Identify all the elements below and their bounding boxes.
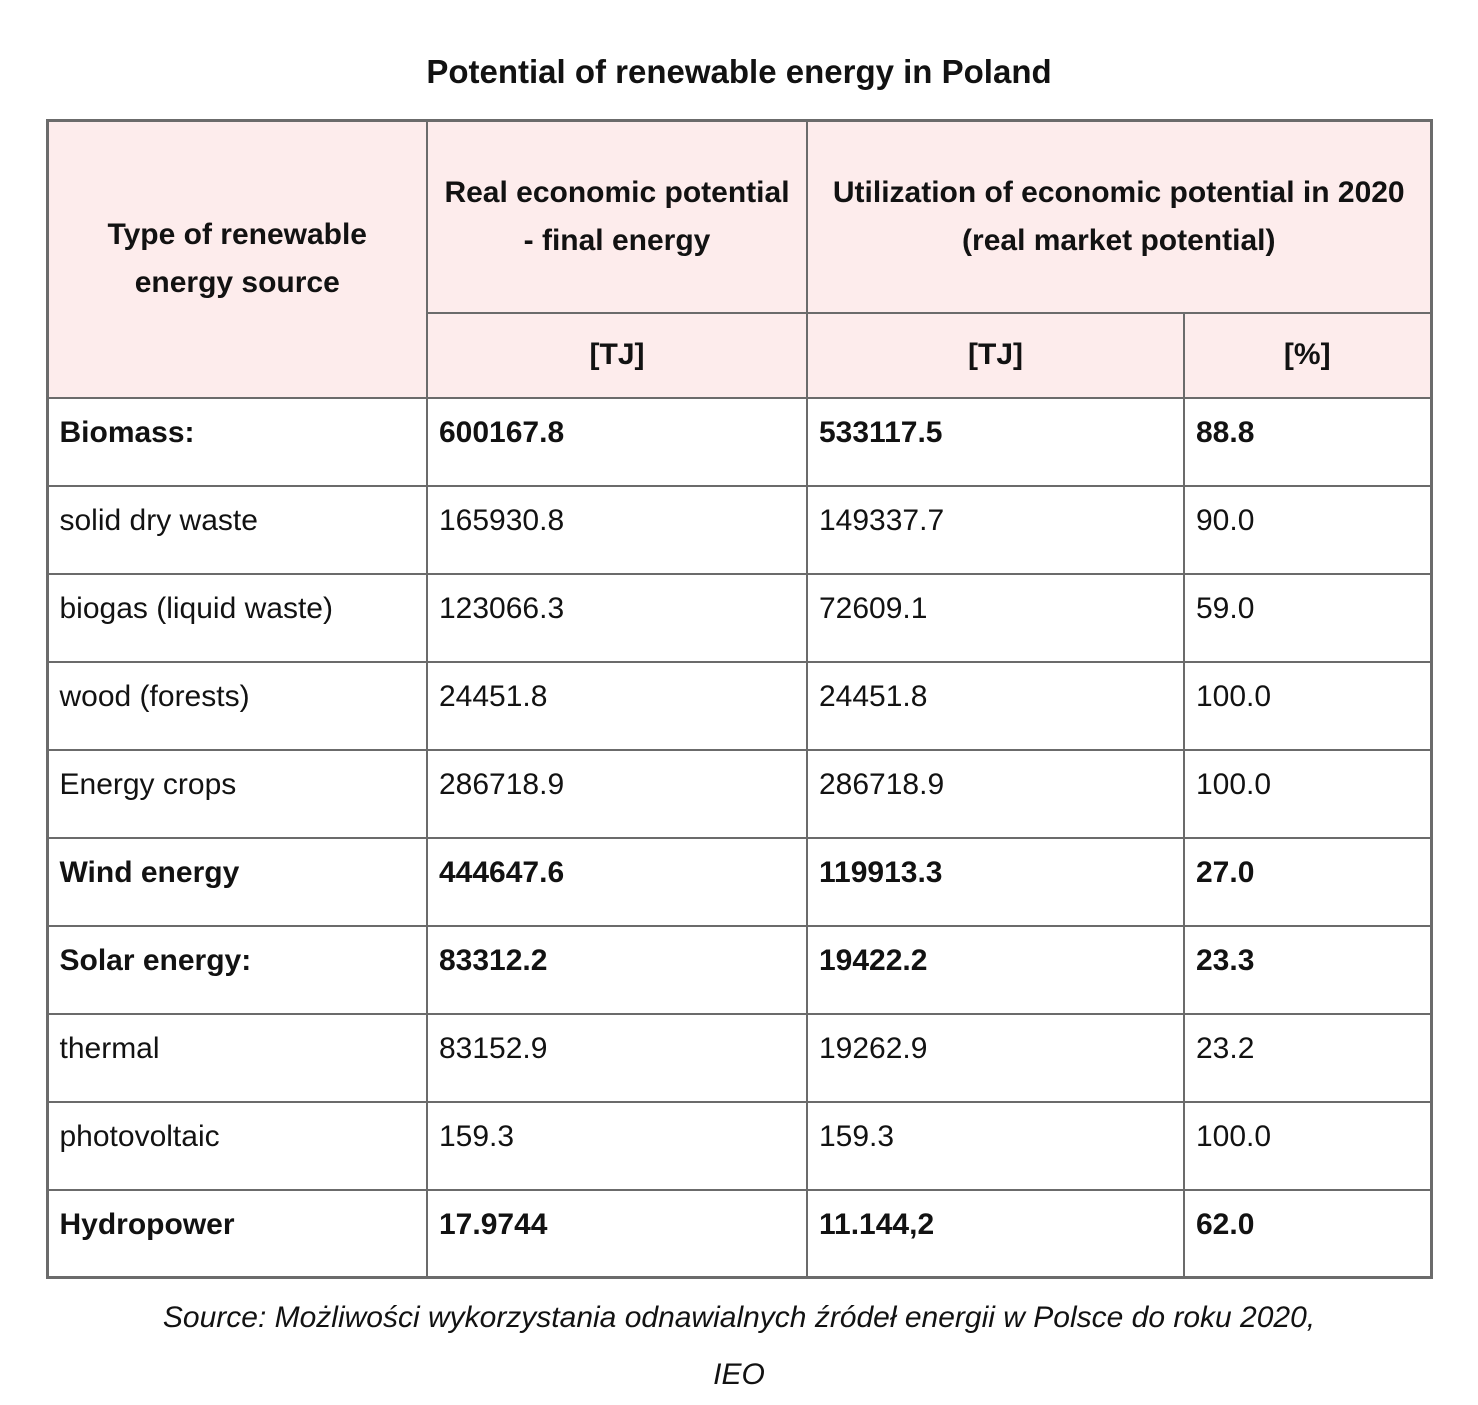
header-utilization: Utilization of economic potential in 2020 (real market potential) <box>807 121 1431 313</box>
value-utilization-tj: 72609.1 <box>807 574 1184 662</box>
row-label: photovoltaic <box>47 1102 427 1190</box>
table-row-biogas <box>47 574 1431 662</box>
table-row-energy-crops <box>47 750 1431 838</box>
table-row-photovoltaic <box>47 1102 1431 1190</box>
value-potential-tj: 444647.6 <box>427 838 807 926</box>
value-utilization-tj: 19422.2 <box>807 926 1184 1014</box>
header-main-row <box>47 121 1431 313</box>
value-potential-tj: 83312.2 <box>427 926 807 1014</box>
row-label: biogas (liquid waste) <box>47 574 427 662</box>
row-label: Energy crops <box>47 750 427 838</box>
value-potential-tj: 24451.8 <box>427 662 807 750</box>
row-label: Solar energy: <box>47 926 427 1014</box>
value-utilization-tj: 159.3 <box>807 1102 1184 1190</box>
header-real-economic-potential: Real economic potential - final energy <box>427 121 807 313</box>
value-potential-tj: 165930.8 <box>427 486 807 574</box>
value-utilization-pct: 100.0 <box>1184 750 1431 838</box>
row-label: thermal <box>47 1014 427 1102</box>
value-utilization-pct: 90.0 <box>1184 486 1431 574</box>
value-utilization-tj: 24451.8 <box>807 662 1184 750</box>
value-potential-tj: 600167.8 <box>427 398 807 486</box>
table-row-hydropower <box>47 1190 1431 1278</box>
value-utilization-tj: 19262.9 <box>807 1014 1184 1102</box>
row-label: solid dry waste <box>47 486 427 574</box>
table-body <box>47 398 1431 1278</box>
unit-percent: [%] <box>1184 313 1431 398</box>
page-title: Potential of renewable energy in Poland <box>426 53 1052 90</box>
value-utilization-tj: 533117.5 <box>807 398 1184 486</box>
renewable-energy-table <box>46 119 1433 1279</box>
value-utilization-pct: 23.2 <box>1184 1014 1431 1102</box>
value-utilization-pct: 100.0 <box>1184 1102 1431 1190</box>
table-row-wood-forests <box>47 662 1431 750</box>
row-label: Biomass: <box>47 398 427 486</box>
row-label: Wind energy <box>47 838 427 926</box>
row-label: Hydropower <box>47 1190 427 1278</box>
value-potential-tj: 286718.9 <box>427 750 807 838</box>
value-potential-tj: 83152.9 <box>427 1014 807 1102</box>
source-line-1: Source: Możliwości wykorzystania odnawialnych źródeł energii w Polsce do roku 2020, <box>162 1301 1316 1334</box>
source-caption <box>30 1289 1448 1403</box>
value-utilization-pct: 88.8 <box>1184 398 1431 486</box>
value-utilization-tj: 286718.9 <box>807 750 1184 838</box>
unit-tj-potential: [TJ] <box>427 313 807 398</box>
row-label: wood (forests) <box>47 662 427 750</box>
value-utilization-pct: 100.0 <box>1184 662 1431 750</box>
source-line-2: IEO <box>713 1358 765 1391</box>
value-utilization-pct: 27.0 <box>1184 838 1431 926</box>
table-row-solar-energy <box>47 926 1431 1014</box>
value-potential-tj: 159.3 <box>427 1102 807 1190</box>
table-header <box>47 121 1431 398</box>
value-utilization-pct: 59.0 <box>1184 574 1431 662</box>
table-row-thermal <box>47 1014 1431 1102</box>
table-row-wind-energy <box>47 838 1431 926</box>
value-utilization-tj: 119913.3 <box>807 838 1184 926</box>
header-type-of-source: Type of renewable energy source <box>47 121 427 398</box>
value-potential-tj: 17.9744 <box>427 1190 807 1278</box>
table-row-solid-dry-waste <box>47 486 1431 574</box>
value-utilization-pct: 23.3 <box>1184 926 1431 1014</box>
value-potential-tj: 123066.3 <box>427 574 807 662</box>
table-row-biomass <box>47 398 1431 486</box>
unit-tj-utilization: [TJ] <box>807 313 1184 398</box>
value-utilization-pct: 62.0 <box>1184 1190 1431 1278</box>
value-utilization-tj: 149337.7 <box>807 486 1184 574</box>
value-utilization-tj: 11.144,2 <box>807 1190 1184 1278</box>
